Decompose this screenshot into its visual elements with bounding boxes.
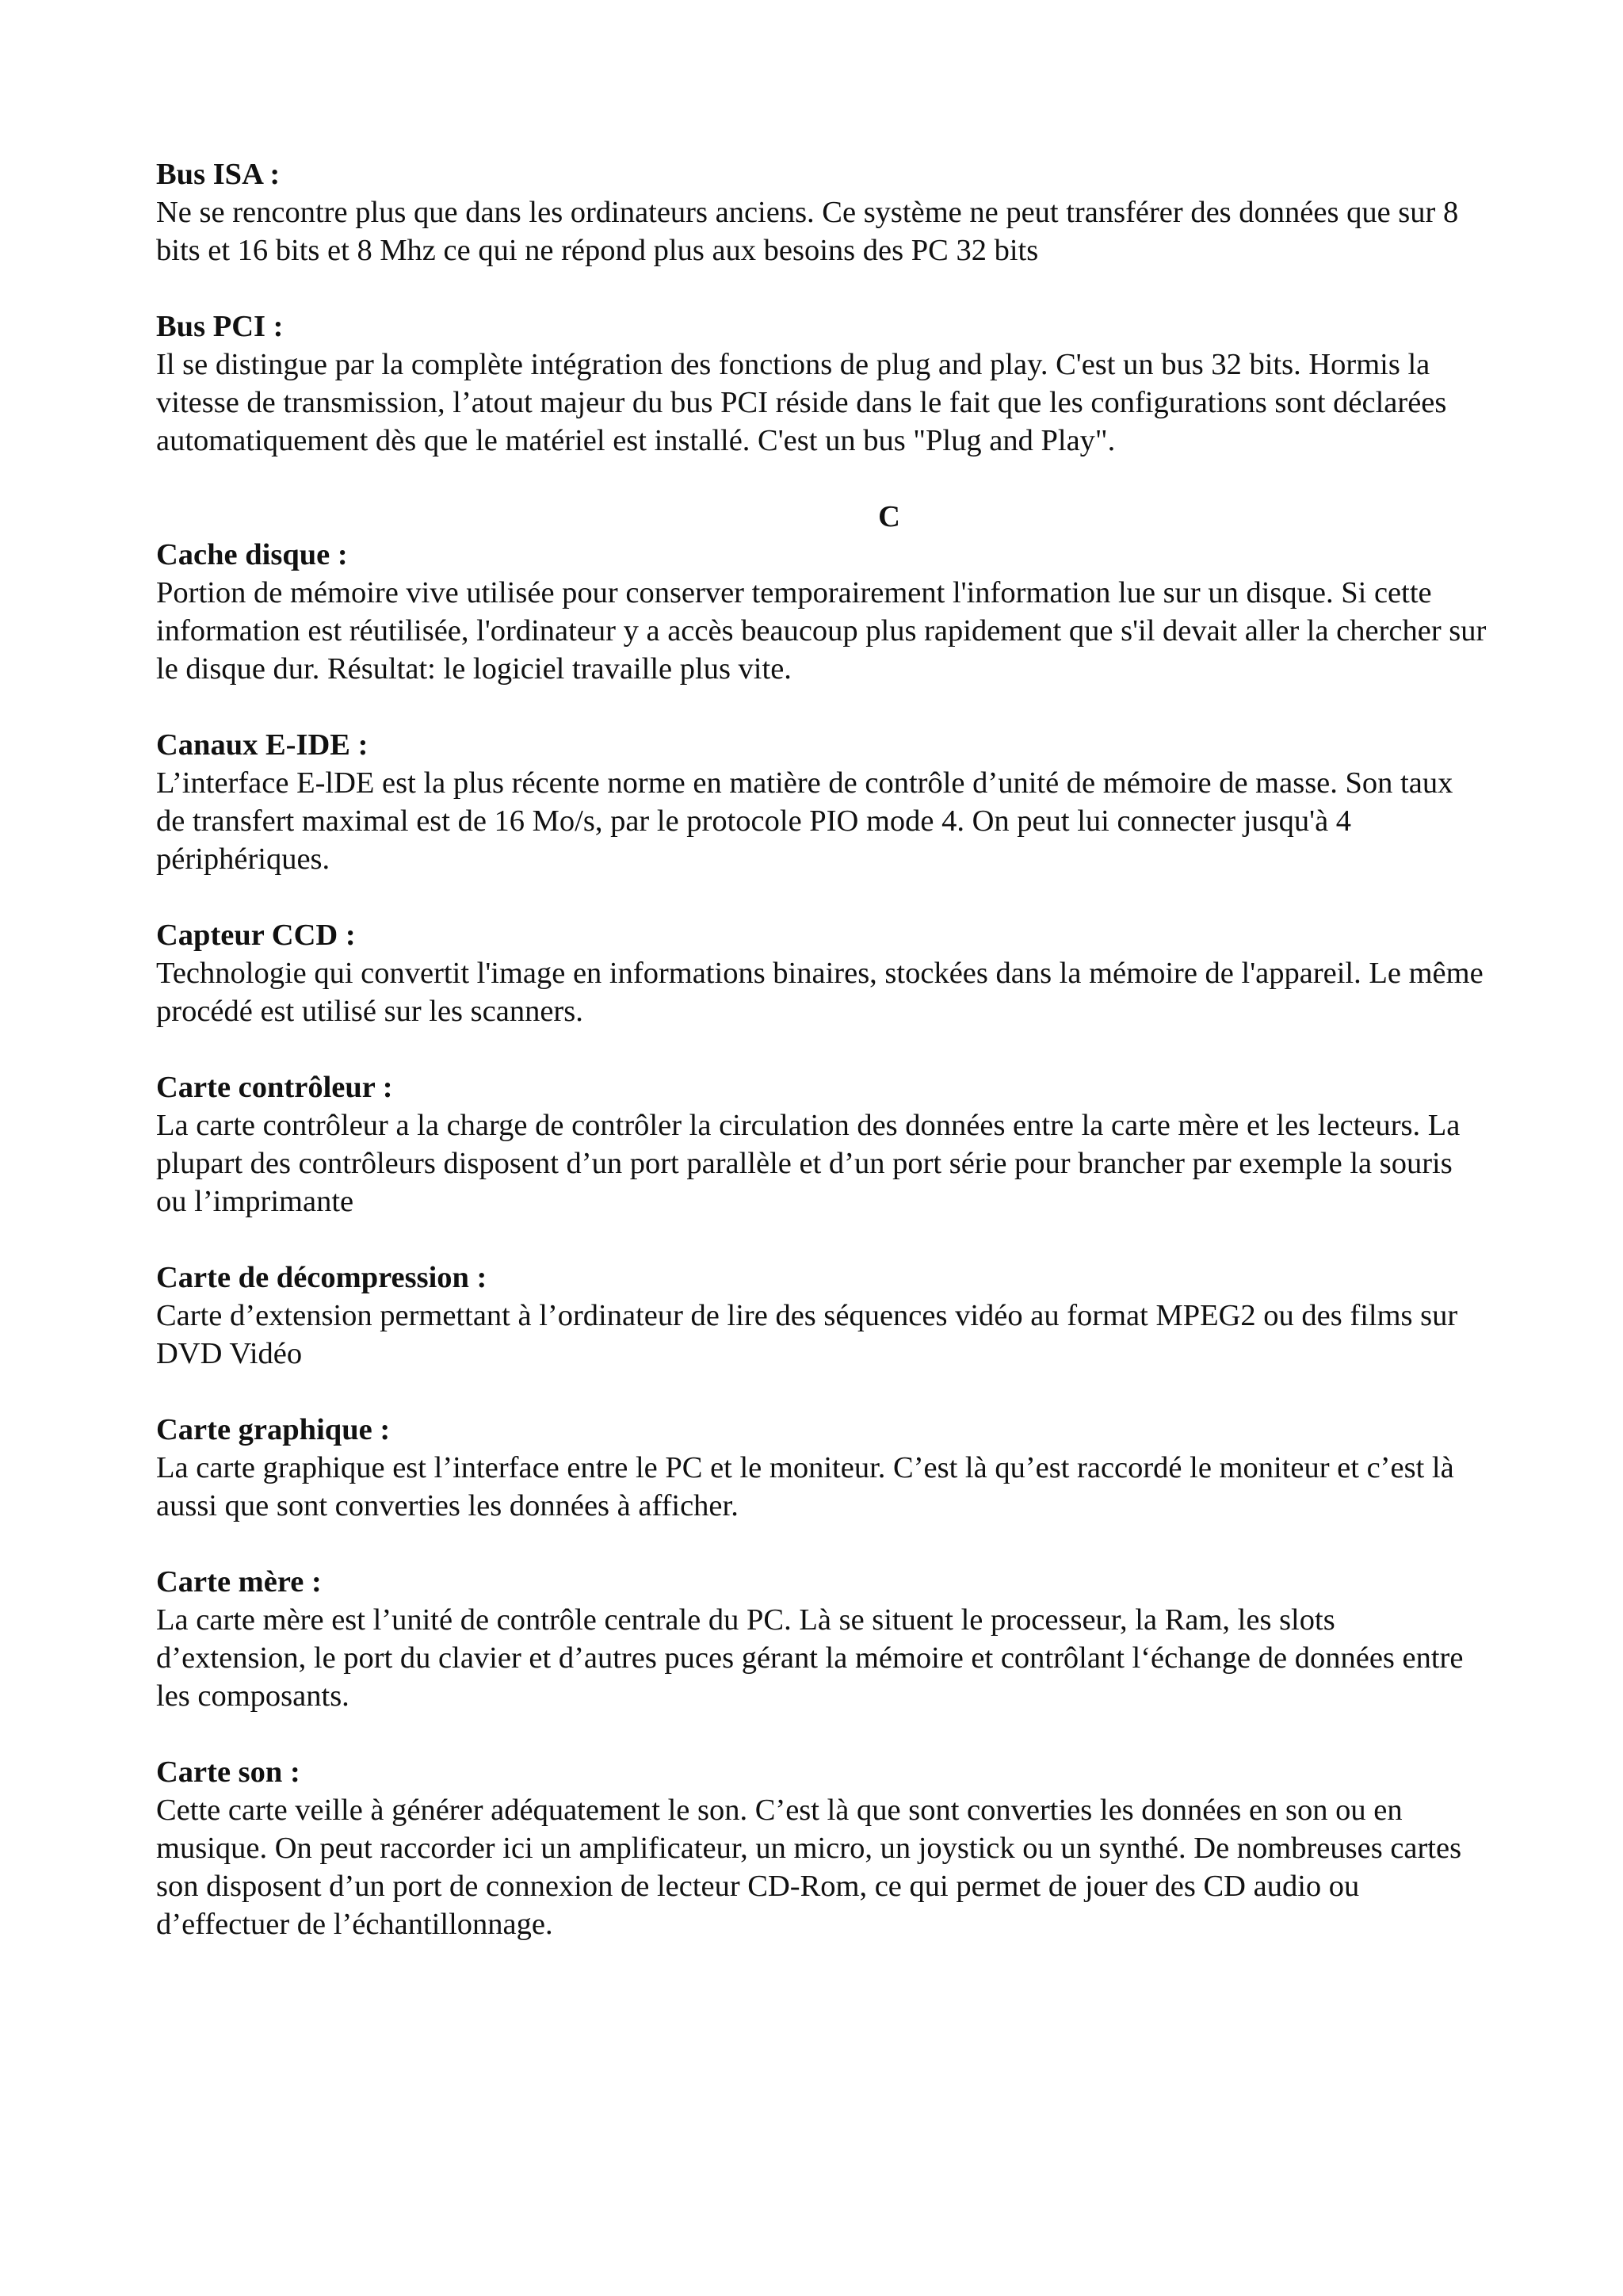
glossary-entry-cache-disque <box>156 536 1487 688</box>
glossary-entry-bus-pci <box>156 308 1487 460</box>
glossary-entry-carte-son <box>156 1753 1487 1943</box>
glossary-definition: La carte mère est l’unité de contrôle centrale du PC. Là se situent le processeur, la Ram, les slots d’extension, le port du clavier et d’autres puces gérant la mémoire et contrôlant l‘échange de données entre les composants. <box>156 1603 1464 1713</box>
glossary-term: Carte son : <box>156 1755 300 1789</box>
glossary-entry-bus-isa <box>156 155 1487 269</box>
glossary-entry-carte-de-decompression <box>156 1259 1487 1373</box>
glossary-definition: Cette carte veille à générer adéquatement le son. C’est là que sont converties les données en son ou en musique. On peut raccorder ici un amplificateur, un micro, un joystick ou un synthé. De nombreuses cartes son disposent d’un port de connexion de lecteur CD-Rom, ce qui permet de jouer des CD audio ou d’effectuer de l’échantillonnage. <box>156 1794 1462 1941</box>
glossary-entry-carte-controleur <box>156 1068 1487 1221</box>
glossary-definition: Il se distingue par la complète intégration des fonctions de plug and play. C'est un bus 32 bits. Hormis la vitesse de transmission, l’atout majeur du bus PCI réside dans le fait que les configurations sont déclarées automatiquement dès que le matériel est installé. C'est un bus "Plug and Play". <box>156 348 1447 457</box>
glossary-entry-carte-mere <box>156 1563 1487 1715</box>
glossary-term: Bus ISA : <box>156 158 281 191</box>
glossary-definition: La carte contrôleur a la charge de contrôler la circulation des données entre la carte mère et les lecteurs. La plupart des contrôleurs disposent d’un port parallèle et d’un port série pour brancher par exemple la souris ou l’imprimante <box>156 1109 1461 1218</box>
glossary-entry-canaux-e-ide <box>156 726 1487 878</box>
glossary-term: Bus PCI : <box>156 310 284 343</box>
glossary-term: Carte contrôleur : <box>156 1071 393 1104</box>
glossary-definition: Portion de mémoire vive utilisée pour conserver temporairement l'information lue sur un disque. Si cette information est réutilisée, l'ordinateur y a accès beaucoup plus rapidement que s'il devait aller la chercher sur le disque dur. Résultat: le logiciel travaille plus vite. <box>156 576 1487 686</box>
glossary-definition: Ne se rencontre plus que dans les ordinateurs anciens. Ce système ne peut transférer des données que sur 8 bits et 16 bits et 8 Mhz ce qui ne répond plus aux besoins des PC 32 bits <box>156 196 1459 267</box>
glossary-term: Carte mère : <box>156 1565 322 1599</box>
glossary-definition: Carte d’extension permettant à l’ordinateur de lire des séquences vidéo au format MPEG2 ou des films sur DVD Vidéo <box>156 1299 1458 1370</box>
glossary-term: Canaux E-IDE : <box>156 728 369 762</box>
glossary-entry-carte-graphique <box>156 1411 1487 1525</box>
glossary-definition: Technologie qui convertit l'image en informations binaires, stockées dans la mémoire de l'appareil. Le même procédé est utilisé sur les scanners. <box>156 957 1484 1028</box>
glossary-content <box>156 155 1487 1981</box>
section-letter-heading: C <box>878 500 900 533</box>
glossary-term: Capteur CCD : <box>156 919 356 952</box>
glossary-entry-capteur-ccd <box>156 916 1487 1030</box>
glossary-definition: La carte graphique est l’interface entre le PC et le moniteur. C’est là qu’est raccordé le moniteur et c’est là aussi que sont converties les données à afficher. <box>156 1451 1454 1522</box>
glossary-definition: L’interface E-lDE est la plus récente norme en matière de contrôle d’unité de mémoire de masse. Son taux de transfert maximal est de 16 Mo/s, par le protocole PIO mode 4. On peut lui connecter jusqu'à 4 périphériques. <box>156 766 1453 876</box>
glossary-term: Cache disque : <box>156 538 348 571</box>
glossary-term: Carte de décompression : <box>156 1261 487 1294</box>
glossary-term: Carte graphique : <box>156 1413 391 1446</box>
